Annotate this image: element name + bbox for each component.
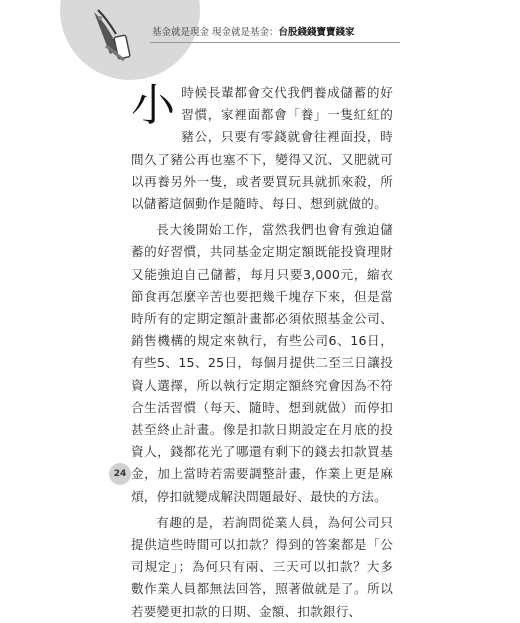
series-name: 基金就是現金 現金就是基金： xyxy=(152,27,279,38)
paragraph-2: 長大後開始工作，當然我們也會有強迫儲蓄的好習慣，共同基金定期定額既能投資理財又能強迫自己儲蓄，每月只要3,000元，縮衣節食再怎麼辛苦也要把幾千塊存下來，但是當時所有的定期定額計畫都必須依照基金公司、銷售機構的規定來執行，有些公司6、16日，有些5、15、25日，每個月提供二至三日讓投資人選擇，所以執行定期定額終究會因為不符合生活習慣（每天、隨時、想到就做）而停扣甚至終止計畫。像是扣款日期設定在月底的投資人，錢都花光了哪還有剩下的錢去扣款買基金，加上當時若需要調整計畫，作業上更是麻煩，停扣就變成解決問題最好、最快的方法。 xyxy=(131,222,393,504)
body-text xyxy=(131,82,393,623)
running-header xyxy=(152,24,355,38)
header-rule xyxy=(150,42,400,43)
paragraph-1 xyxy=(131,82,393,215)
book-title: 台股錢錢寶寶錢家 xyxy=(278,27,355,38)
paragraph-3: 有趣的是，若詢問從業人員，為何公司只提供這些時間可以扣款？得到的答案都是「公司規定」；為何只有兩、三天可以扣款？大多數作業人員都無法回答，照著做就是了。所以若要變更扣款的日期、金額、扣款銀行、 xyxy=(131,514,393,619)
hand-phone-illustration xyxy=(88,6,136,66)
paragraph-1-text: 時候長輩都會交代我們養成儲蓄的好習慣，家裡面都會「養」一隻紅紅的豬公，只要有零錢就會往裡面投，時間久了豬公再也塞不下，變得又沉、又肥就可以再養另外一隻，或者要買玩具就抓來殺，所以儲蓄這個動作是隨時、每日、想到就做的。 xyxy=(131,85,393,212)
drop-cap: 小 xyxy=(131,80,176,131)
page-number: 24 xyxy=(109,463,131,485)
